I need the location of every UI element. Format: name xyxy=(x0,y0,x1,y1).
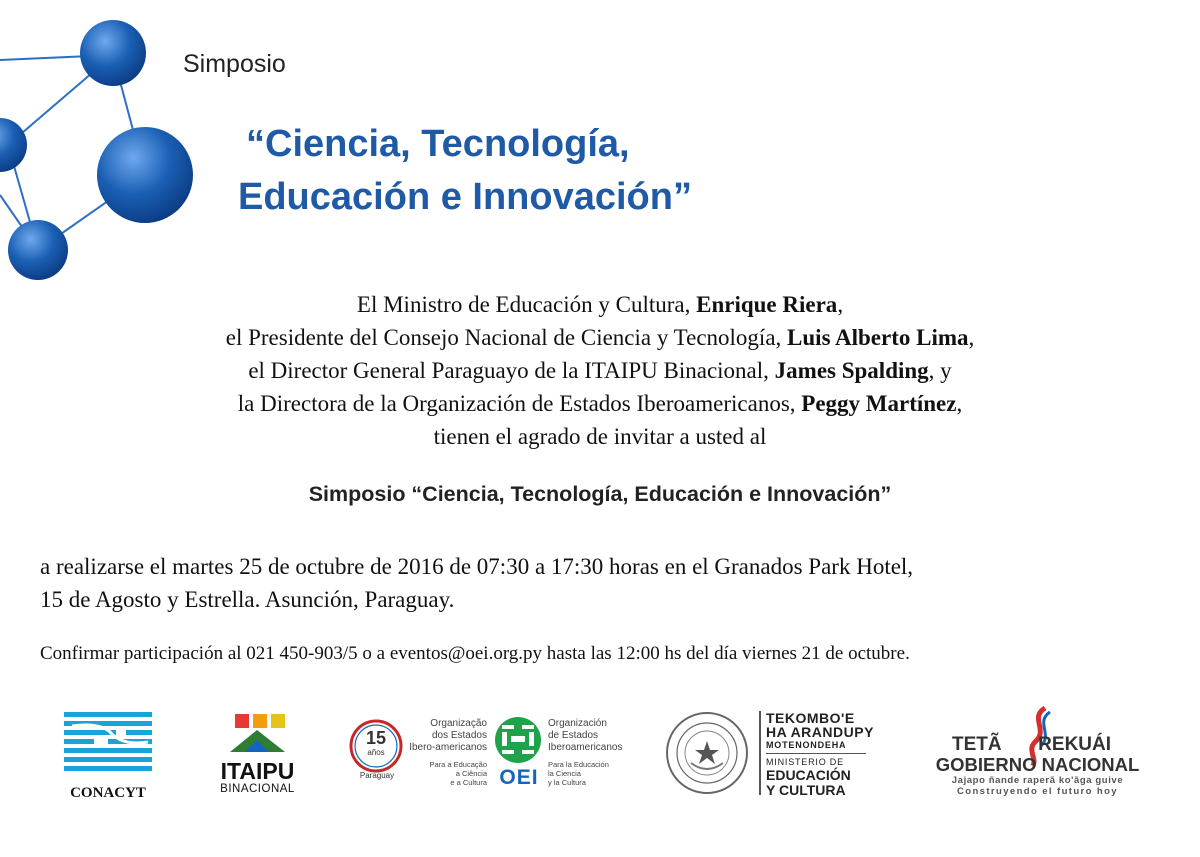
gobierno-nacional-logo xyxy=(922,706,1152,798)
invitation-line xyxy=(0,387,1200,420)
oei-15-anos-logo xyxy=(347,716,407,784)
gobierno-word: REKUÁI xyxy=(1038,734,1112,755)
ministry-line: MINISTERIO DE xyxy=(766,757,844,767)
line-text: , xyxy=(837,292,844,317)
conacyt-mark xyxy=(62,712,154,778)
invitation-line xyxy=(0,354,1200,387)
oei-pt-subtitle xyxy=(405,760,487,787)
oei-pt-line: Ibero-americanos xyxy=(409,742,487,753)
oei-es-line: Iberoamericanos xyxy=(548,742,623,753)
details-line: 15 de Agosto y Estrella. Asunción, Paraguay. xyxy=(40,587,455,612)
line-text: el Presidente del Consejo Nacional de Ciencia y Tecnología, xyxy=(225,325,788,350)
oei-pt-sub-line: a Ciência xyxy=(455,769,487,778)
oei-es-subtitle xyxy=(548,760,630,787)
oei-pt-sub-line: e a Cultura xyxy=(450,778,487,787)
invitation-line xyxy=(0,288,1200,321)
anniversary-country: Paraguay xyxy=(359,771,395,780)
ministry-text xyxy=(766,711,891,798)
anniversary-number: 15 xyxy=(365,728,387,748)
details-line: a realizarse el martes 25 de octubre de 2016 de 07:30 a 17:30 horas en el Granados Park Hotel, xyxy=(40,554,914,579)
conacyt-logo xyxy=(62,712,154,801)
person-name: Enrique Riera xyxy=(696,292,838,317)
oei-pt-line: Organização xyxy=(430,718,487,729)
invitation-line: tienen el agrado de invitar a usted al xyxy=(433,424,767,449)
oei-logo xyxy=(405,716,630,796)
ministry-line: TEKOMBO'E xyxy=(766,710,855,726)
symposium-title xyxy=(238,118,692,224)
oei-es-sub-line: Para la Educación xyxy=(548,760,609,769)
oei-portuguese-name xyxy=(405,718,487,787)
gobierno-word: TETÃ xyxy=(952,734,1002,755)
line-text: , xyxy=(968,325,975,350)
ministry-line: Y CULTURA xyxy=(766,782,846,798)
ministry-line: MOTENONDEHA xyxy=(766,739,866,754)
itaipu-mark xyxy=(205,714,310,754)
gobierno-line-1 xyxy=(952,734,1152,756)
person-name: James Spalding xyxy=(774,358,929,383)
ministry-line: EDUCACIÓN xyxy=(766,767,851,783)
gobierno-line-2: GOBIERNO NACIONAL xyxy=(935,754,1140,775)
itaipu-name: ITAIPU xyxy=(220,758,295,784)
event-details xyxy=(40,550,913,616)
molecule-graphic xyxy=(0,0,230,290)
paraguay-seal-icon xyxy=(665,711,749,795)
invitation-line xyxy=(0,321,1200,354)
oei-pt-sub-line: Para a Educação xyxy=(429,760,487,769)
person-name: Luis Alberto Lima xyxy=(787,325,969,350)
line-text: , xyxy=(956,391,963,416)
oei-es-line: Organización xyxy=(548,718,607,729)
oei-es-line: de Estados xyxy=(548,730,599,741)
anniversary-word: años xyxy=(367,748,385,757)
line-text: el Director General Paraguayo de la ITAIPU Binacional, xyxy=(248,358,775,383)
invitation-text xyxy=(0,288,1200,453)
event-title: Simposio “Ciencia, Tecnología, Educación e Innovación” xyxy=(308,482,892,506)
line-text: , y xyxy=(928,358,952,383)
rsvp-text: Confirmar participación al 021 450-903/5 o a eventos@oei.org.py hasta las 12:00 hs del día viernes 21 de octubre. xyxy=(40,643,910,664)
ministry-divider xyxy=(759,711,761,795)
person-name: Peggy Martínez xyxy=(801,391,957,416)
line-text: El Ministro de Educación y Cultura, xyxy=(356,292,697,317)
ministry-line: HA ARANDUPY xyxy=(766,724,874,740)
ministry-education-logo xyxy=(665,711,890,801)
oei-es-sub-line: la Ciencia xyxy=(548,769,581,778)
itaipu-subtitle: BINACIONAL xyxy=(220,783,295,795)
conacyt-name: CONACYT xyxy=(70,785,146,801)
oei-pt-line: dos Estados xyxy=(431,730,487,741)
title-line-2: Educación e Innovación” xyxy=(238,176,692,219)
seal-caption xyxy=(665,796,749,797)
title-line-1: “Ciencia, Tecnología, xyxy=(246,123,630,165)
oei-spanish-name xyxy=(548,718,630,787)
gobierno-spanish-slogan: Construyendo el futuro hoy xyxy=(957,786,1118,797)
itaipu-logo xyxy=(205,714,310,794)
oei-es-sub-line: y la Cultura xyxy=(548,778,586,787)
symposium-kicker: Simposio xyxy=(183,50,286,78)
gobierno-guarani-slogan: Jajapo ñande raperã ko'ãga guive xyxy=(951,775,1124,786)
oei-wordmark: OEI xyxy=(499,766,539,789)
line-text: la Directora de la Organización de Estados Iberoamericanos, xyxy=(237,391,802,416)
